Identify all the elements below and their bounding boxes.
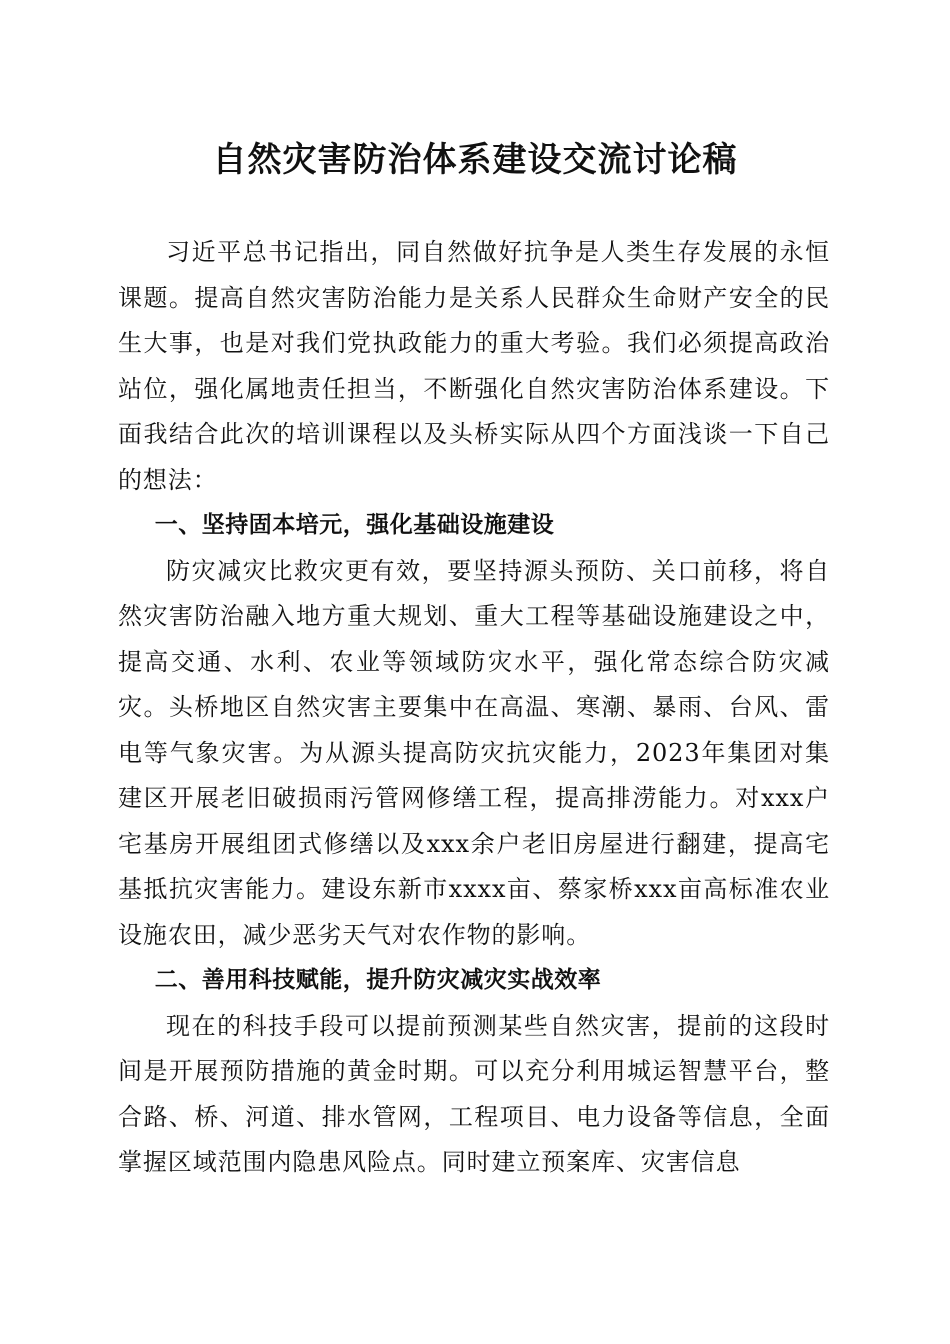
section-2-paragraph: 现在的科技手段可以提前预测某些自然灾害，提前的这段时间是开展预防措施的黄金时期。可以充分利用城运智慧平台，整合路、桥、河道、排水管网，工程项目、电力设备等信息，全面掌握区域范围内隐患风险点。同时建立预案库、灾害信息 — [118, 1011, 830, 1176]
section-2-heading: 二、善用科技赋能，提升防灾减灾实战效率 — [154, 967, 602, 993]
section-1-paragraph: 防灾减灾比救灾更有效，要坚持源头预防、关口前移，将自然灾害防治融入地方重大规划、重大工程等基础设施建设之中，提高交通、水利、农业等领域防灾水平，强化常态综合防灾减灾。头桥地区自然灾害主要集中在高温、寒潮、暴雨、台风、雷电等气象灾害。为从源头提高防灾抗灾能力，2023年集团对集建区开展老旧破损雨污管网修缮工程，提高排涝能力。对xxx户宅基房开展组团式修缮以及xxx余户老旧房屋进行翻建，提高宅基抵抗灾害能力。建设东新市xxxx亩、蔡家桥xxx亩高标准农业设施农田，减少恶劣天气对农作物的影响。 — [118, 556, 830, 949]
section-1-heading: 一、坚持固本培元，强化基础设施建设 — [154, 512, 555, 538]
document-body — [118, 230, 830, 1186]
intro-paragraph: 习近平总书记指出，同自然做好抗争是人类生存发展的永恒课题。提高自然灾害防治能力是关系人民群众生命财产安全的民生大事，也是对我们党执政能力的重大考验。我们必须提高政治站位，强化属地责任担当，不断强化自然灾害防治体系建设。下面我结合此次的培训课程以及头桥实际从四个方面浅谈一下自己的想法： — [118, 238, 830, 494]
document-title: 自然灾害防治体系建设交流讨论稿 — [212, 140, 738, 180]
